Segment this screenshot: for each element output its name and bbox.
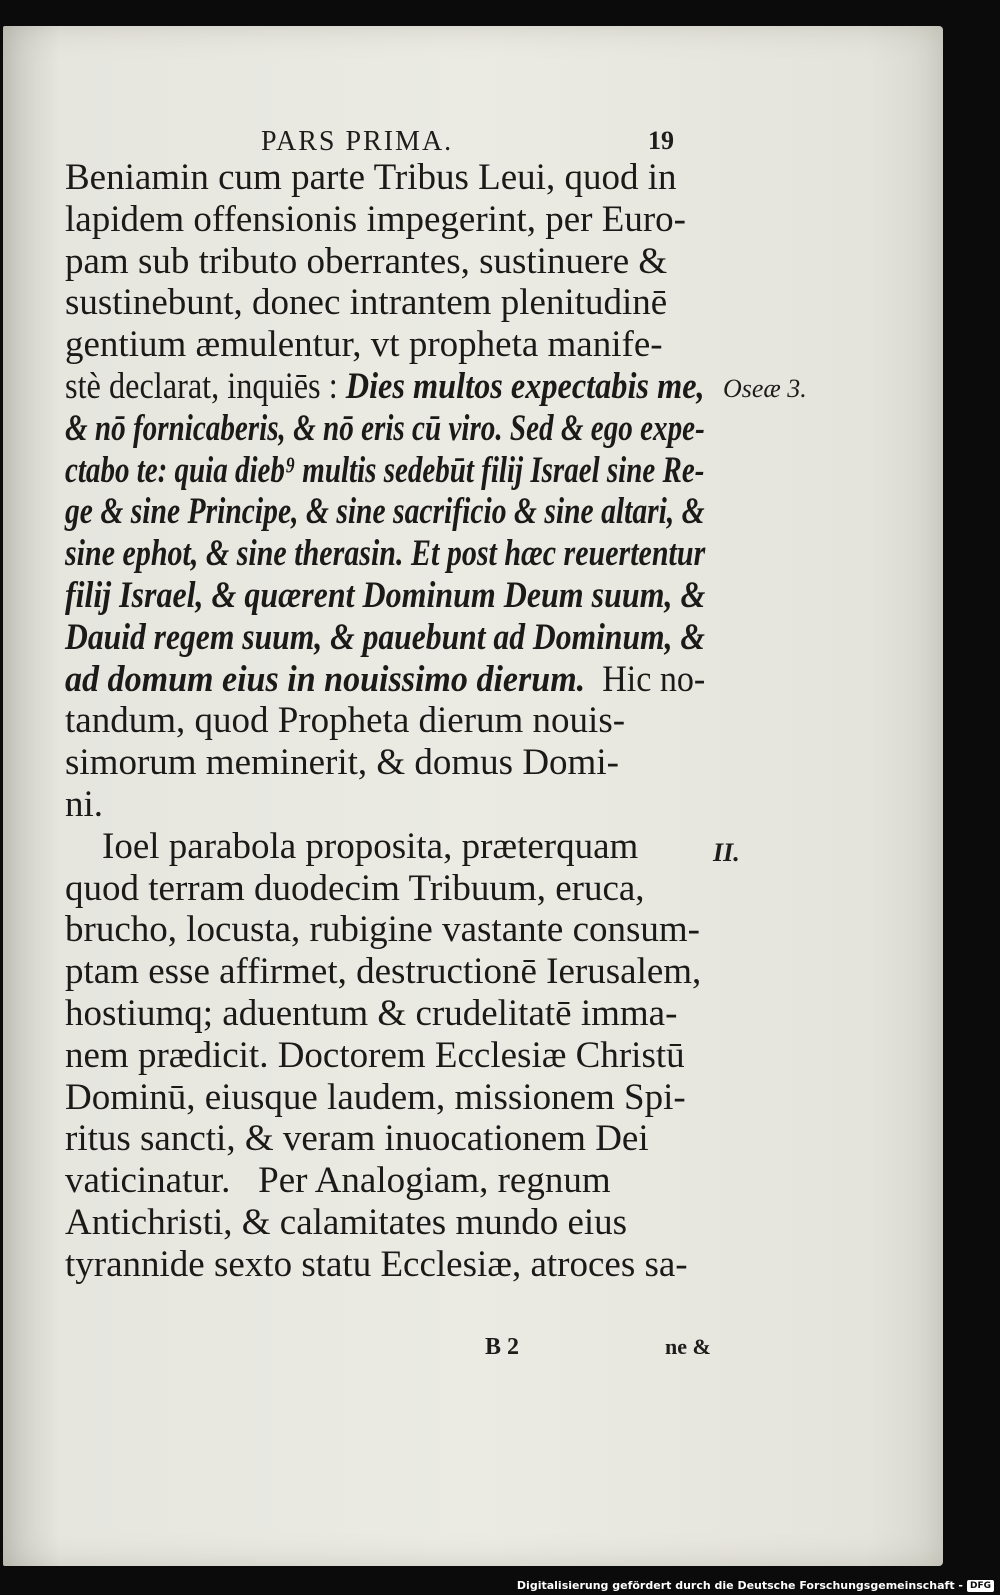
- text-line: [65, 532, 705, 576]
- text-line: [65, 240, 667, 284]
- text-line: [65, 323, 663, 367]
- signature-mark: B 2: [485, 1334, 520, 1360]
- digitization-credit: [517, 1579, 994, 1592]
- text-segment: ni.: [65, 784, 104, 825]
- text-segment: gentium æmulentur, vt propheta manife-: [65, 324, 663, 366]
- text-segment: nem prædicit. Doctorem Ecclesiæ Christū: [65, 1034, 685, 1076]
- text-line: [65, 825, 638, 869]
- text-line: [65, 574, 705, 618]
- italic-quotation: & nō fornicaberis, & nō eris cū viro. Sed & ego expe-: [65, 407, 705, 449]
- footer-text: Digitalisierung gefördert durch die Deutsche Forschungsgemeinschaft -: [516, 1579, 963, 1592]
- text-segment: ptam esse affirmet, destructionē Ierusalem,: [65, 951, 702, 993]
- text-line: [65, 908, 700, 952]
- text-segment: sustinebunt, donec intrantem plenitudinē: [65, 282, 668, 324]
- text-segment: hostiumq; aduentum & crudelitatē imma-: [65, 993, 678, 1034]
- text-line: [65, 992, 677, 1036]
- running-head: PARS PRIMA.: [261, 126, 454, 157]
- text-segment: stè declarat, inquiēs :: [65, 366, 346, 407]
- text-segment: ritus sancti, & veram inuocationem Dei: [65, 1118, 649, 1160]
- italic-quotation: Dauid regem suum, & pauebunt ad Dominum, &: [65, 616, 705, 658]
- text-segment: tyrannide sexto statu Ecclesiæ, atroces sa-: [65, 1243, 688, 1285]
- text-line: [65, 783, 103, 827]
- text-line: [65, 1201, 627, 1245]
- italic-quotation: ad domum eius in nouissimo dierum.: [65, 658, 586, 700]
- marginal-note-osea: Oseæ 3.: [723, 374, 807, 403]
- text-segment: Hic no-: [585, 658, 706, 700]
- italic-quotation: filij Israel, & quærent Dominum Deum suum, &: [65, 575, 706, 616]
- text-segment: brucho, locusta, rubigine vastante consum-: [65, 909, 700, 951]
- text-line: [65, 1034, 685, 1078]
- italic-quotation: ge & sine Principe, & sine sacrificio & sine altari, &: [65, 491, 705, 533]
- italic-quotation: sine ephot, & sine therasin. Et post hæc reuertentur: [65, 533, 706, 575]
- text-line: [65, 699, 625, 743]
- text-line: [65, 658, 705, 702]
- italic-quotation: ctabo te: quia dieb⁹ multis sedebūt filij Israel sine Re-: [65, 449, 705, 491]
- text-line: [65, 616, 705, 660]
- text-line: [65, 198, 686, 242]
- book-page: [3, 26, 943, 1566]
- text-line: [65, 1117, 649, 1161]
- text-segment: Dominū, eiusque laudem, missionem Spi-: [65, 1076, 686, 1118]
- page-number: 19: [648, 126, 674, 155]
- text-segment: Ioel parabola proposita, præterquam: [65, 825, 639, 867]
- dfg-logo: DFG: [967, 1580, 994, 1592]
- text-segment: pam sub tributo oberrantes, sustinuere &: [65, 240, 668, 282]
- italic-quotation: Dies multos expectabis me,: [345, 366, 705, 407]
- text-segment: lapidem offensionis impegerint, per Euro-: [65, 198, 686, 240]
- text-segment: Antichristi, & calamitates mundo eius: [65, 1202, 628, 1243]
- text-line: [65, 156, 676, 200]
- text-line: [65, 1076, 686, 1120]
- text-line: [65, 950, 701, 994]
- text-line: [65, 1243, 688, 1287]
- catchword: ne &: [665, 1334, 711, 1359]
- text-line: [65, 867, 645, 911]
- text-segment: vaticinatur. Per Analogiam, regnum: [65, 1160, 611, 1202]
- text-line: [65, 490, 705, 534]
- text-segment: tandum, quod Propheta dierum nouis-: [65, 700, 626, 742]
- text-line: [65, 281, 667, 325]
- text-line: [65, 449, 704, 493]
- text-line: [65, 1159, 611, 1203]
- text-line: [65, 365, 705, 409]
- text-segment: Beniamin cum parte Tribus Leui, quod in: [65, 157, 677, 198]
- text-segment: simorum meminerit, & domus Domi-: [65, 742, 619, 784]
- text-segment: quod terram duodecim Tribuum, eruca,: [65, 867, 645, 909]
- marginal-note-ii: II.: [713, 838, 740, 867]
- text-line: [65, 407, 705, 451]
- text-line: [65, 741, 619, 785]
